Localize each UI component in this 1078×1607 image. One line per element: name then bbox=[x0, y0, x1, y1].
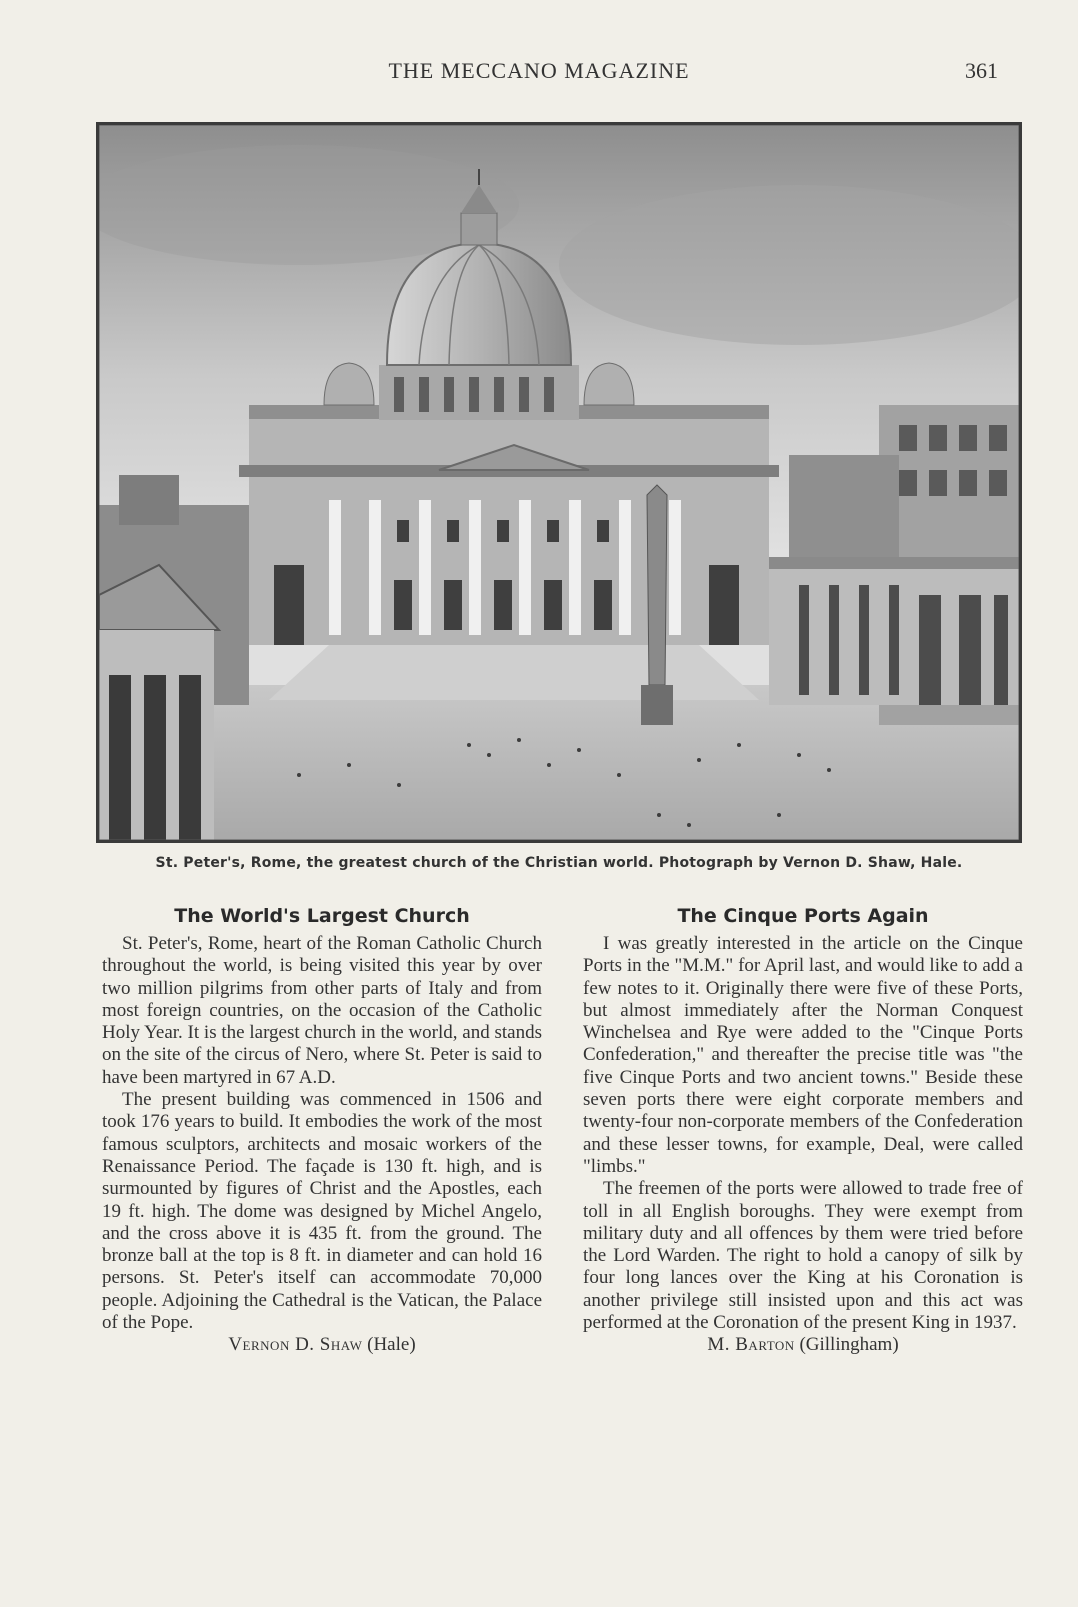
article-paragraph: St. Peter's, Rome, heart of the Roman Catholic Church throughout the world, is being visited this year by over two million pilgrims from other parts of Italy and from most foreign countries, on the occasion of the Catholic Holy Year. It is the largest church in the world, and stands on the site of the circus of Nero, where St. Peter is said to have been martyred in 67 A.D. bbox=[102, 933, 542, 1088]
magazine-title: THE MECCANO MAGAZINE bbox=[388, 58, 690, 83]
article-title: The World's Largest Church bbox=[174, 905, 470, 927]
author-location: (Gillingham) bbox=[799, 1334, 899, 1356]
page-number: 361 bbox=[965, 58, 998, 83]
st-peters-photograph bbox=[96, 122, 1022, 843]
article-worlds-largest-church bbox=[102, 905, 542, 1357]
article-paragraph: The freemen of the ports were allowed to trade free of toll in all English boroughs. They were exempt from military duty and all offences by them were tried before the Lord Warden. The right to hold a canopy of silk by four long lances over the King at his Coronation is another privilege still insisted upon and this act was performed at the Coronation of the present King in 1937. bbox=[583, 1178, 1023, 1334]
article-paragraph: I was greatly interested in the article on the Cinque Ports in the "M.M." for April last, and would like to add a few notes to it. Originally there were five of these Ports, but almost immediately after the Norman Conquest Winchelsea and Rye were added to the "Cinque Ports Confederation," and thereafter the precise title was "the five Cinque Ports and two ancient towns." Beside these seven ports there were eight corporate members and twenty-four non-corporate members of the Confederation and these lesser towns, for example, Deal, were called "limbs." bbox=[583, 933, 1023, 1177]
article-title: The Cinque Ports Again bbox=[677, 905, 929, 927]
author-name: Vernon D. Shaw bbox=[228, 1334, 363, 1356]
photo-caption: St. Peter's, Rome, the greatest church of the Christian world. Photograph by Vernon D. Shaw, Hale. bbox=[155, 855, 963, 871]
article-cinque-ports-again bbox=[583, 905, 1023, 1357]
article-signature bbox=[102, 1334, 542, 1356]
article-signature bbox=[583, 1334, 1023, 1356]
author-location: (Hale) bbox=[367, 1334, 416, 1356]
author-name: M. Barton bbox=[707, 1334, 795, 1356]
article-paragraph: The present building was commenced in 1506 and took 176 years to build. It embodies the work of the most famous sculptors, architects and mosaic workers of the Renaissance Period. The façade is 130 ft. high, and is surmounted by figures of Christ and the Apostles, each 19 ft. high. The dome was designed by Michel Angelo, and the cross above it is 435 ft. from the ground. The bronze ball at the top is 8 ft. in diameter and can hold 16 persons. St. Peter's itself can accommodate 70,000 people. Adjoining the Cathedral is the Vatican, the Palace of the Pope. bbox=[102, 1089, 542, 1334]
